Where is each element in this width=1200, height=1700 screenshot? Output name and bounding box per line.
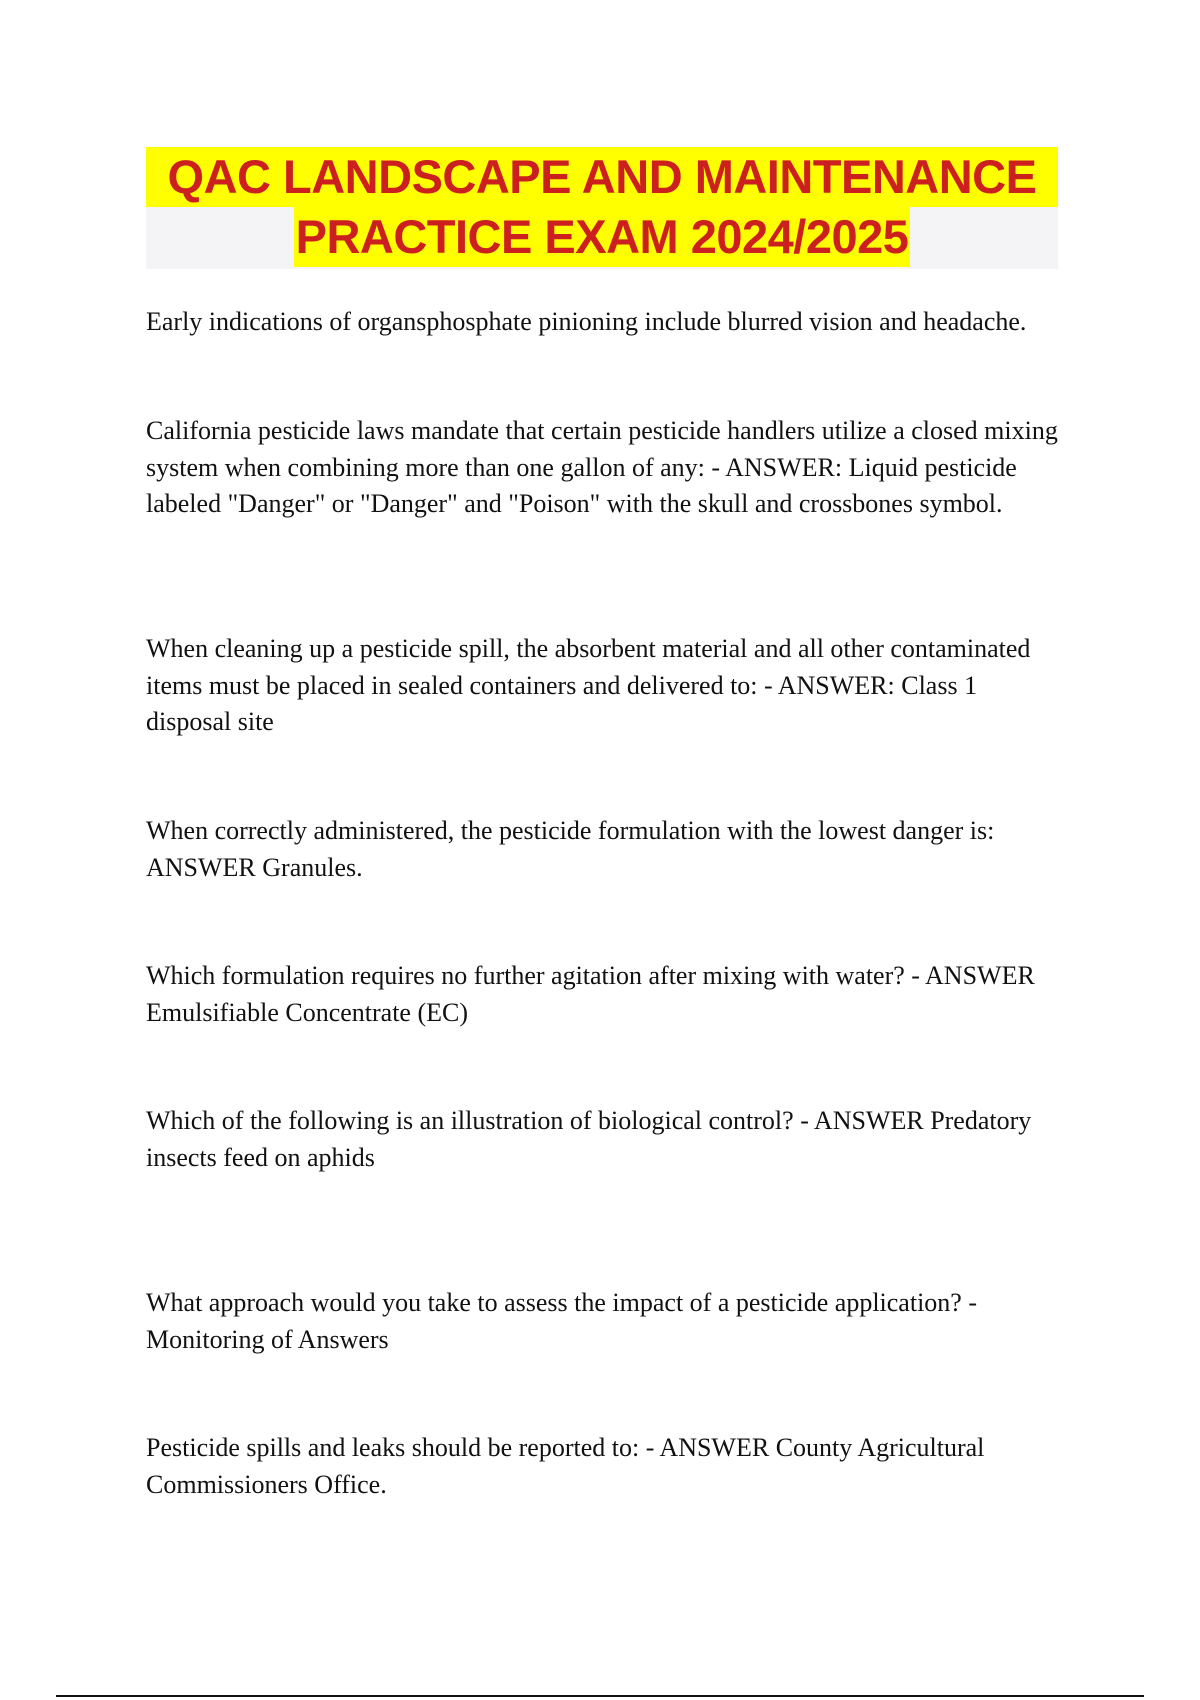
qa-item-2: California pesticide laws mandate that certain pesticide handlers utilize a closed mixing system when combining more than one gallon of any: - ANSWER: Liquid pesticide labeled "Danger" or "Danger" and "Poison" with the skull and crossbones symbol. [146,416,1058,518]
qa-item-4: When correctly administered, the pesticide formulation with the lowest danger is: ANSWER Granules. [146,816,995,882]
qa-item-1: Early indications of organsphosphate pinioning include blurred vision and headache. [146,307,1027,336]
qa-item-5: Which formulation requires no further agitation after mixing with water? - ANSWER Emulsifiable Concentrate (EC) [146,961,1035,1027]
qa-item-8: Pesticide spills and leaks should be reported to: - ANSWER County Agricultural Commissioners Office. [146,1433,985,1499]
document-title [146,147,1058,269]
title-line-1: QAC LANDSCAPE AND MAINTENANCE [146,147,1058,207]
qa-item-3: When cleaning up a pesticide spill, the absorbent material and all other contaminated items must be placed in sealed containers and delivered to: - ANSWER: Class 1 disposal site [146,634,1031,736]
title-line-2: PRACTICE EXAM 2024/2025 [294,207,911,267]
qa-item-6: Which of the following is an illustration of biological control? - ANSWER Predatory insects feed on aphids [146,1106,1032,1172]
qa-item-7: What approach would you take to assess the impact of a pesticide application? - Monitoring of Answers [146,1288,977,1354]
footer-divider [56,1695,1144,1697]
